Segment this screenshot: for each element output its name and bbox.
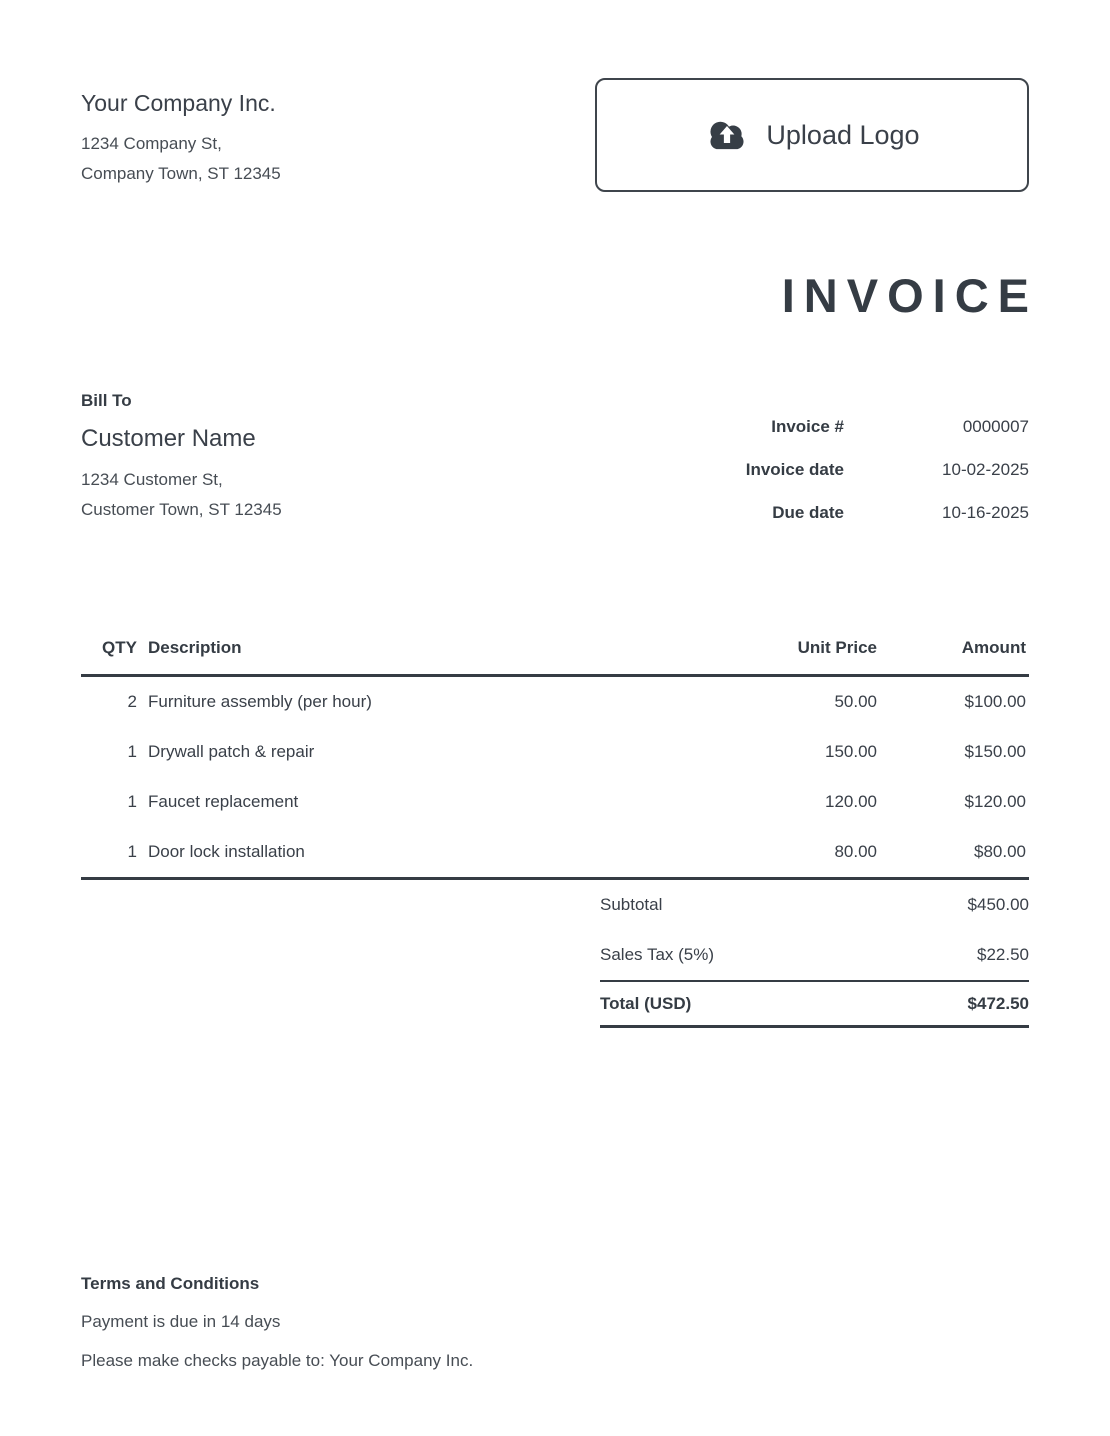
- items-table-body: [81, 677, 1029, 880]
- bill-to-heading: Bill To: [81, 391, 132, 410]
- items-table-header: [81, 638, 1029, 677]
- item-amount: $120.00: [964, 792, 1026, 811]
- item-row: [81, 827, 1029, 877]
- terms-line1: Payment is due in 14 days: [81, 1312, 281, 1331]
- item-amount: $100.00: [964, 692, 1026, 711]
- customer-address: [81, 465, 282, 525]
- meta-row-invoice-number: [689, 417, 1029, 437]
- invoice-date-label: Invoice date: [745, 460, 844, 479]
- item-row: [81, 677, 1029, 727]
- upload-logo-button[interactable]: [595, 78, 1029, 192]
- subtotal-label: Subtotal: [600, 895, 663, 914]
- item-unit-price: 150.00: [825, 742, 877, 761]
- item-qty: 1: [127, 842, 137, 861]
- subtotal-row: [600, 880, 1029, 930]
- item-unit-price: 120.00: [825, 792, 877, 811]
- qty-header: QTY: [102, 638, 137, 657]
- terms-section: [81, 1274, 1029, 1372]
- item-unit-price: 50.00: [834, 692, 877, 711]
- total-value: $472.50: [967, 993, 1029, 1013]
- due-date-label: Due date: [772, 503, 844, 522]
- total-label: Total (USD): [600, 993, 692, 1013]
- meta-row-due-date: [689, 503, 1029, 523]
- item-qty: 2: [127, 692, 137, 711]
- invoice-title: INVOICE: [781, 269, 1038, 322]
- item-qty: 1: [127, 742, 137, 761]
- company-address-line2: Company Town, ST 12345: [81, 164, 281, 183]
- totals-section: [600, 880, 1029, 1028]
- item-description: Drywall patch & repair: [148, 742, 315, 761]
- amount-header: Amount: [961, 638, 1026, 657]
- total-row: [600, 980, 1029, 1028]
- invoice-number-value: 0000007: [962, 417, 1029, 436]
- upload-logo-label: Upload Logo: [766, 119, 920, 150]
- customer-name: Customer Name: [81, 425, 256, 452]
- item-row: [81, 777, 1029, 827]
- description-header: Description: [148, 638, 242, 657]
- bill-to-block: [81, 391, 282, 546]
- invoice-date-value: 10-02-2025: [942, 460, 1029, 479]
- due-date-value: 10-16-2025: [942, 503, 1029, 522]
- unit-price-header: Unit Price: [797, 638, 877, 657]
- company-address: [81, 129, 281, 189]
- terms-heading: Terms and Conditions: [81, 1274, 260, 1293]
- header: [81, 78, 1029, 192]
- item-description: Faucet replacement: [148, 792, 299, 811]
- terms-line2: Please make checks payable to: Your Company Inc.: [81, 1351, 474, 1370]
- info-row: [81, 391, 1029, 546]
- sales-tax-row: [600, 930, 1029, 980]
- item-description: Door lock installation: [148, 842, 305, 861]
- company-address-line1: 1234 Company St,: [81, 134, 222, 153]
- invoice-meta: [689, 417, 1029, 546]
- company-name: Your Company Inc.: [81, 90, 276, 116]
- item-amount: $80.00: [974, 842, 1026, 861]
- item-qty: 1: [127, 792, 137, 811]
- item-row: [81, 727, 1029, 777]
- sales-tax-label: Sales Tax (5%): [600, 945, 715, 964]
- customer-address-line1: 1234 Customer St,: [81, 470, 223, 489]
- invoice-number-label: Invoice #: [771, 417, 844, 436]
- sales-tax-value: $22.50: [977, 945, 1029, 964]
- customer-address-line2: Customer Town, ST 12345: [81, 500, 282, 519]
- cloud-upload-icon: [704, 118, 750, 152]
- item-unit-price: 80.00: [834, 842, 877, 861]
- subtotal-value: $450.00: [967, 895, 1029, 914]
- meta-row-invoice-date: [689, 460, 1029, 480]
- item-amount: $150.00: [964, 742, 1026, 761]
- items-table: [81, 638, 1029, 880]
- item-description: Furniture assembly (per hour): [148, 692, 372, 711]
- company-block: [81, 78, 281, 189]
